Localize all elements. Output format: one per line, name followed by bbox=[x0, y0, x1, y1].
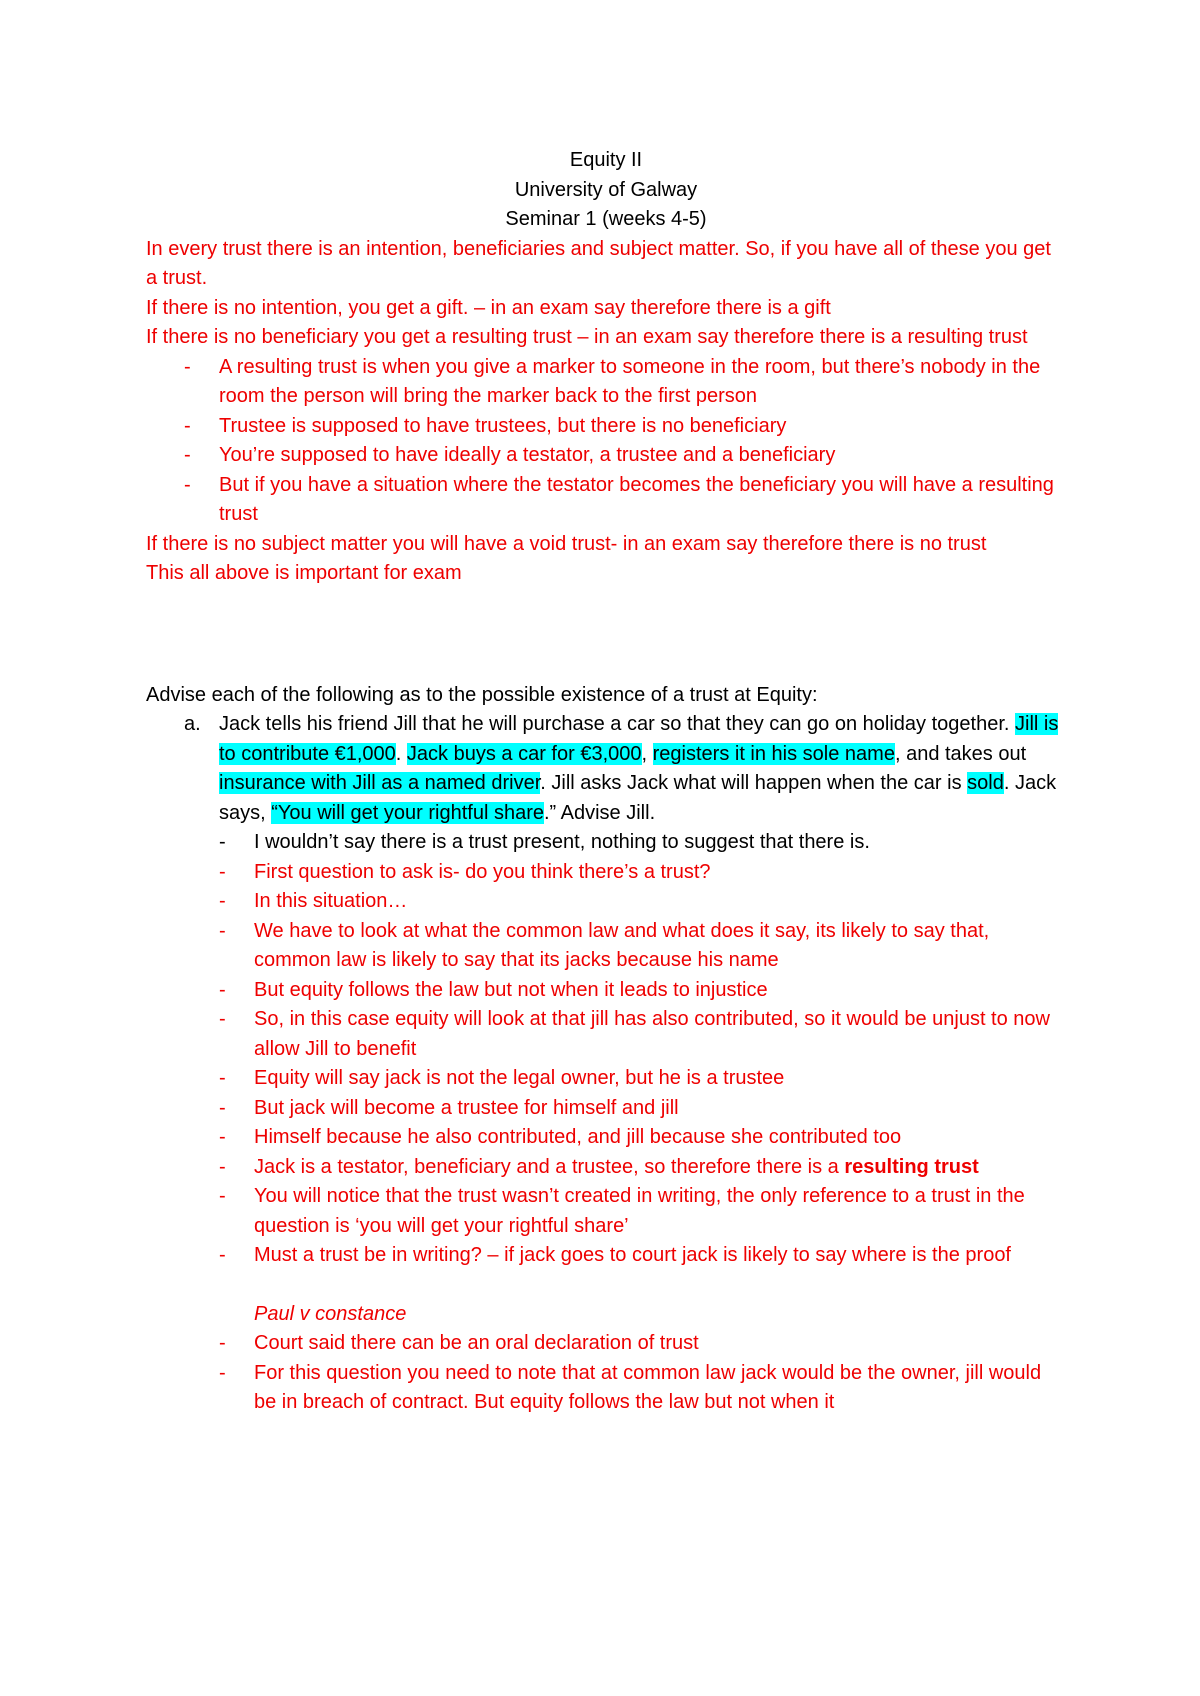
highlighted-text: “You will get your rightful share bbox=[271, 801, 544, 824]
intro-paragraph: If there is no intention, you get a gift. – in an exam say therefore there is a gift bbox=[146, 296, 831, 319]
highlighted-text: Jack buys a car for €3,000 bbox=[406, 742, 642, 765]
university-name: University of Galway bbox=[514, 178, 698, 201]
resulting-trust-term: resulting trust bbox=[844, 1155, 979, 1178]
spacer bbox=[146, 1271, 1066, 1300]
answer-note: - Equity will say jack is not the legal owner, but he is a trustee bbox=[146, 1064, 1066, 1094]
intro-bullet: - Trustee is supposed to have trustees, but there is no beneficiary bbox=[146, 412, 1066, 442]
case-note: - For this question you need to note that at common law jack would be the owner, jill would be in breach of contract. But equity follows the law but not when it bbox=[146, 1359, 1066, 1418]
question-text: .” Advise Jill. bbox=[543, 801, 656, 824]
answer-note: - Must a trust be in writing? – if jack goes to court jack is likely to say where is the proof bbox=[146, 1241, 1066, 1271]
spacer bbox=[146, 589, 1066, 681]
question-text: , bbox=[641, 742, 653, 765]
question-a-label: a. bbox=[184, 713, 201, 735]
answer-note-text: Jack is a testator, beneficiary and a trustee, so therefore there is a bbox=[254, 1155, 845, 1178]
highlighted-text: registers it in his sole name bbox=[652, 742, 895, 765]
seminar-title: Seminar 1 (weeks 4-5) bbox=[505, 208, 707, 230]
intro-paragraph: If there is no beneficiary you get a resulting trust – in an exam say therefore there is a resulting trust bbox=[146, 326, 1028, 348]
intro-bullet: - A resulting trust is when you give a marker to someone in the room, but there’s nobody in the room the person will bring the marker back to the first person bbox=[146, 353, 1066, 412]
question-prompt: Advise each of the following as to the possible existence of a trust at Equity: bbox=[146, 683, 818, 706]
answer-note: - But equity follows the law but not when it leads to injustice bbox=[146, 976, 1066, 1006]
answer-note: - So, in this case equity will look at that jill has also contributed, so it would be unjust to now allow Jill to benefit bbox=[146, 1005, 1066, 1064]
question-text: . Jill asks Jack what will happen when the car is bbox=[540, 772, 968, 794]
intro-paragraph: In every trust there is an intention, beneficiaries and subject matter. So, if you have all of these you get a trust. bbox=[146, 237, 1051, 289]
highlighted-text: Jill is to contribute €1,000 bbox=[219, 713, 1059, 765]
intro-paragraph: This all above is important for exam bbox=[146, 562, 462, 584]
answer-note-resulting-trust bbox=[146, 1153, 1066, 1183]
course-title: Equity II bbox=[569, 149, 643, 171]
question-text: . Jack says, bbox=[219, 772, 1057, 824]
question-text: , and takes out bbox=[894, 742, 1027, 765]
answer-note: - First question to ask is- do you think there’s a trust? bbox=[146, 858, 1066, 888]
question-a bbox=[146, 710, 1066, 828]
case-notes-list bbox=[146, 1329, 1066, 1418]
answer-notes-list bbox=[146, 828, 1066, 1271]
highlighted-text: insurance with Jill as a named driver bbox=[219, 772, 541, 794]
case-name: Paul v constance bbox=[254, 1302, 407, 1325]
document-page bbox=[146, 146, 1066, 1418]
intro-paragraph: If there is no subject matter you will have a void trust- in an exam say therefore there is no trust bbox=[146, 532, 987, 555]
question-text: Jack tells his friend Jill that he will purchase a car so that they can go on holiday together. bbox=[219, 713, 1015, 735]
answer-note: - Himself because he also contributed, and jill because she contributed too bbox=[146, 1123, 1066, 1153]
answer-note: - I wouldn’t say there is a trust present, nothing to suggest that there is. bbox=[146, 828, 1066, 858]
answer-note: - We have to look at what the common law and what does it say, its likely to say that, common law is likely to say that its jacks because his name bbox=[146, 917, 1066, 976]
intro-bullet-list bbox=[146, 353, 1066, 530]
answer-note: - But jack will become a trustee for himself and jill bbox=[146, 1094, 1066, 1124]
document-header bbox=[146, 146, 1066, 235]
intro-notes bbox=[146, 235, 1066, 589]
intro-bullet: - But if you have a situation where the testator becomes the beneficiary you will have a resulting trust bbox=[146, 471, 1066, 530]
intro-bullet: - You’re supposed to have ideally a testator, a trustee and a beneficiary bbox=[146, 441, 1066, 471]
case-note: - Court said there can be an oral declaration of trust bbox=[146, 1329, 1066, 1359]
question-text: . bbox=[395, 742, 407, 765]
answer-note: - In this situation… bbox=[146, 887, 1066, 917]
answer-note: - You will notice that the trust wasn’t created in writing, the only reference to a trust in the question is ‘you will get your rightful share’ bbox=[146, 1182, 1066, 1241]
highlighted-text: sold bbox=[967, 772, 1004, 794]
